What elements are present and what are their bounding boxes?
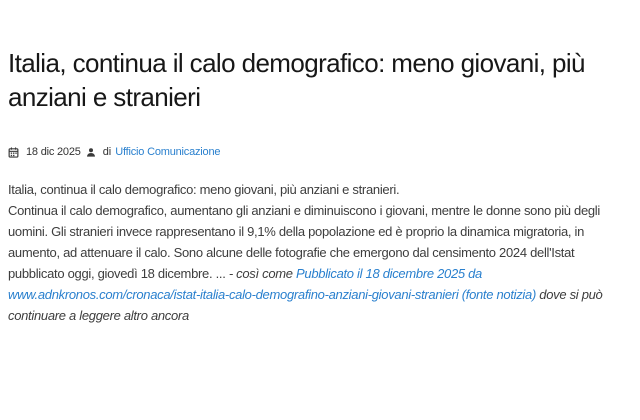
calendar-icon	[8, 147, 19, 158]
byline-prefix: di	[102, 146, 112, 158]
source-intro: - così come	[228, 266, 293, 281]
source-link[interactable]: Pubblicato il 18 dicembre 2025 da www.adnkronos.com/cronaca/istat-italia-calo-demografino-anziani-giovani-stranieri (fonte notizia)	[8, 266, 536, 302]
article-title: Italia, continua il calo demografico: meno giovani, più anziani e stranieri	[8, 48, 585, 112]
author-link[interactable]: Ufficio Comunicazione	[115, 146, 221, 158]
lead-sentence: Italia, continua il calo demografico: meno giovani, più anziani e stranieri.	[8, 182, 400, 197]
body-text: Continua il calo demografico, aumentano gli anziani e diminuiscono i giovani, mentre le donne sono più degli uomini. Gli stranieri invece rappresentano il 9,1% della popolazione ed è proprio la dinamica migratoria, in aumento, ad attenuare il calo. Sono alcune delle fotografie che emergono dal censimento 2024 dell'Istat pubblicato oggi, giovedì 18 dicembre. ...	[8, 203, 600, 281]
article-body	[8, 179, 628, 326]
article-meta	[8, 146, 628, 158]
publish-date: 18 dic 2025	[26, 146, 81, 158]
user-icon	[86, 147, 96, 158]
body-outro: dove si può continuare a leggere altro ancora	[8, 287, 603, 323]
